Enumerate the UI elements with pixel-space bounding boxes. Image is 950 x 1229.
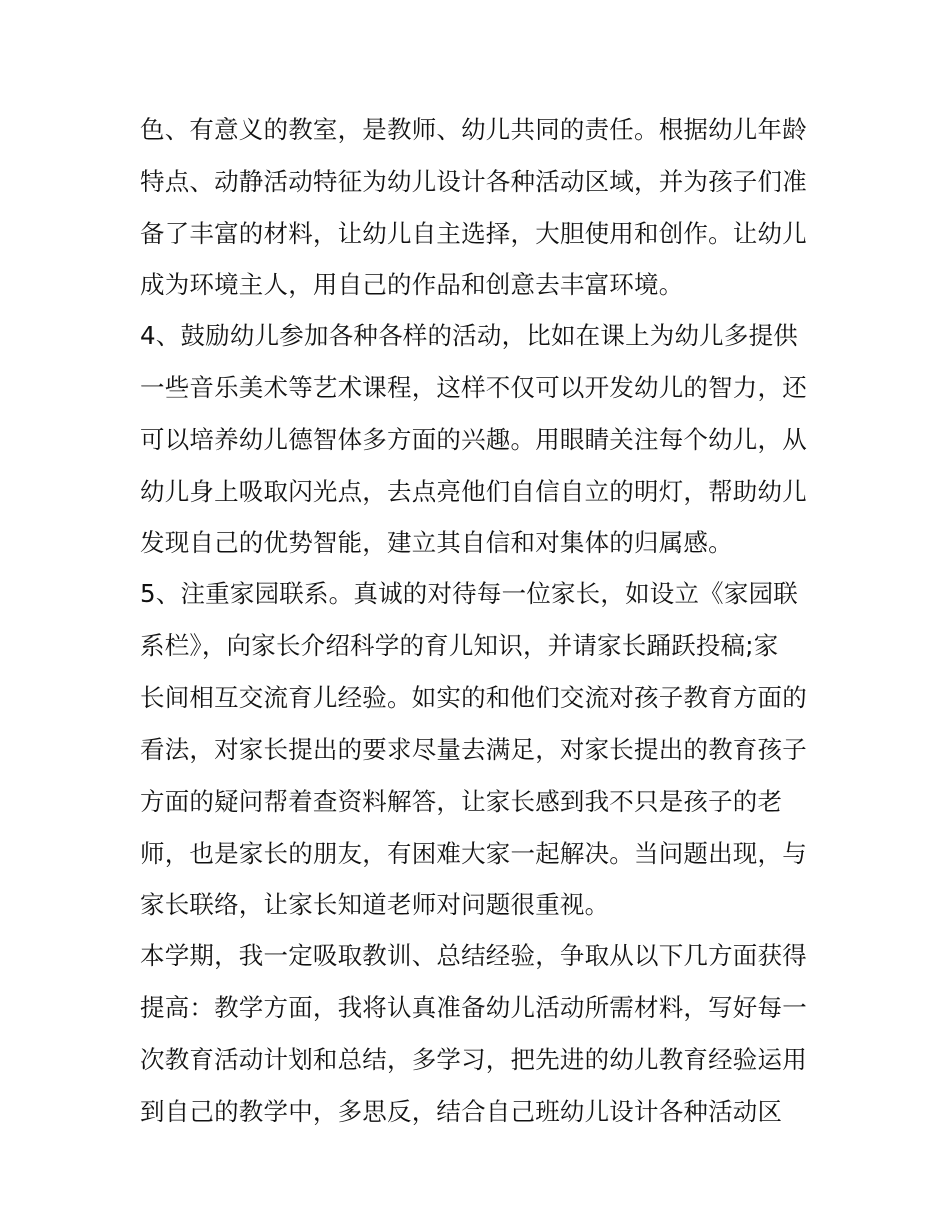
text-line: 看法，对家长提出的要求尽量去满足，对家长提出的教育孩子 [140, 735, 807, 764]
text-line: 系栏》，向家长介绍科学的育儿知识，并请家长踊跃投稿;家 [140, 631, 779, 660]
text-line: 长间相互交流育儿经验。如实的和他们交流对孩子教育方面的 [140, 683, 807, 712]
text-line: 次教育活动计划和总结，多学习，把先进的幼儿教育经验运用 [140, 1045, 807, 1074]
text-line: 可以培养幼儿德智体多方面的兴趣。用眼睛关注每个幼儿，从 [140, 425, 807, 454]
text-line: 色、有意义的教室，是教师、幼儿共同的责任。根据幼儿年龄 [140, 115, 807, 144]
text-line: 5、注重家园联系。真诚的对待每一位家长，如设立《家园联 [140, 579, 798, 608]
text-line: 发现自己的优势智能，建立其自信和对集体的归属感。 [140, 528, 733, 557]
text-line: 一些音乐美术等艺术课程，这样不仅可以开发幼儿的智力，还 [140, 373, 807, 402]
text-line: 本学期，我一定吸取教训、总结经验，争取从以下几方面获得 [140, 941, 807, 970]
text-line: 幼儿身上吸取闪光点，去点亮他们自信自立的明灯，帮助幼儿 [140, 477, 807, 506]
text-line: 成为环境主人，用自己的作品和创意去丰富环境。 [140, 270, 684, 299]
text-line: 到自己的教学中，多思反，结合自己班幼儿设计各种活动区 [140, 1097, 783, 1126]
text-line: 4、鼓励幼儿参加各种各样的活动，比如在课上为幼儿多提供 [140, 321, 798, 350]
text-line: 方面的疑问帮着查资料解答，让家长感到我不只是孩子的老 [140, 787, 783, 816]
document-body [140, 104, 820, 1138]
text-line: 提高：教学方面，我将认真准备幼儿活动所需材料，写好每一 [140, 993, 807, 1022]
text-line: 师，也是家长的朋友，有困难大家一起解决。当问题出现，与 [140, 839, 807, 868]
text-line: 家长联络，让家长知道老师对问题很重视。 [140, 890, 610, 919]
text-line: 特点、动静活动特征为幼儿设计各种活动区域，并为孩子们准 [140, 167, 807, 196]
text-line: 备了丰富的材料，让幼儿自主选择，大胆使用和创作。让幼儿 [140, 219, 807, 248]
